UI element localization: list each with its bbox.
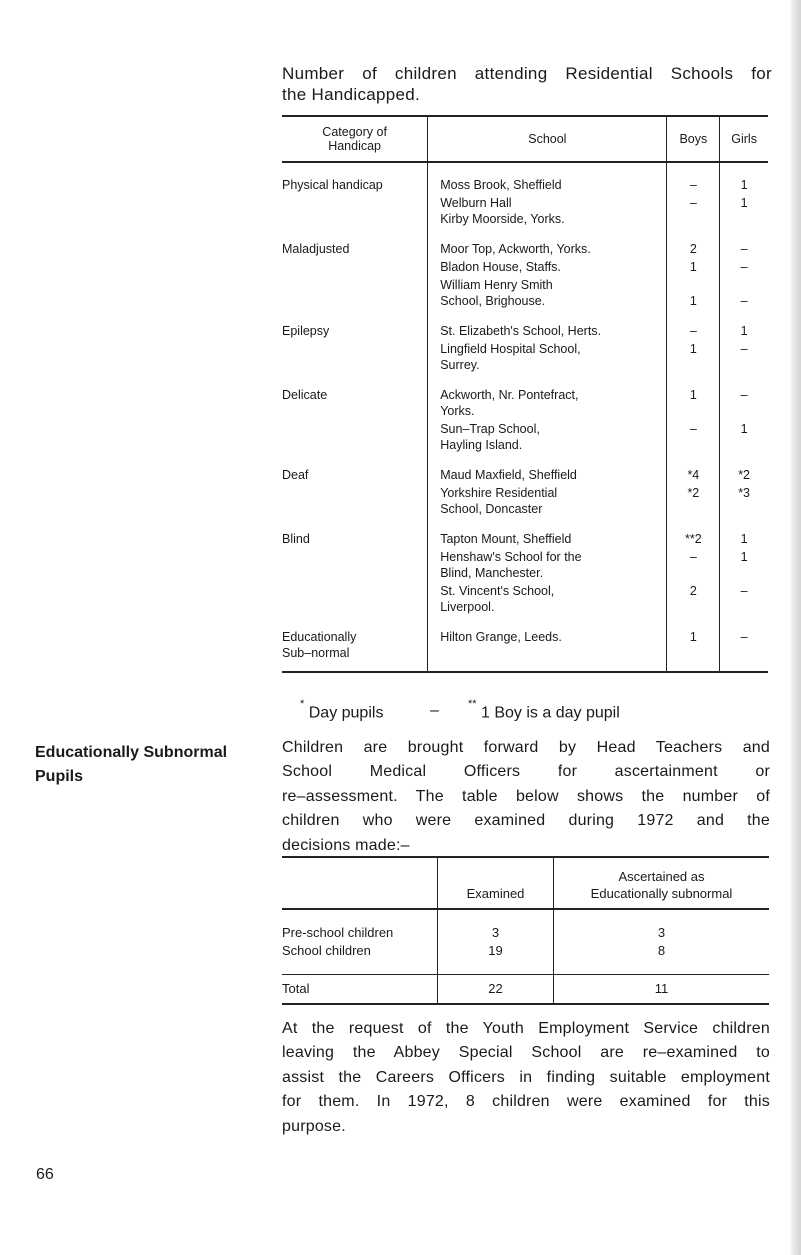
category-cell [282, 419, 428, 453]
category-cell [282, 339, 428, 373]
total-examined: 22 [438, 975, 554, 1005]
examination-table [282, 856, 769, 1005]
category-cell [282, 193, 428, 227]
school-cell: Maud Maxfield, Sheffield [428, 453, 667, 483]
boys-cell: – [667, 547, 720, 581]
paragraph-ascertainment: Children are brought forward by Head Teachers and School Medical Officers for ascertainment or re–assessment. The table below shows the number of children who were examined during 1972 and the decisions made:– [282, 739, 770, 854]
girls-cell: 1 [720, 517, 768, 547]
school-cell: Hilton Grange, Leeds. [428, 615, 667, 672]
total-row [282, 975, 769, 1005]
row-label: School children [282, 943, 371, 958]
header-school: School [428, 116, 667, 162]
boys-cell: 1 [667, 373, 720, 419]
table-row [282, 275, 768, 309]
category-cell: Delicate [282, 388, 328, 402]
school-cell: Moss Brook, Sheffield [428, 162, 667, 193]
examined-cell: 3 [438, 909, 554, 942]
footnote-mark-double: ** [468, 698, 477, 710]
table-row [282, 547, 768, 581]
boys-cell: 1 [667, 339, 720, 373]
boys-cell: 1 [667, 257, 720, 275]
footnote-day-pupils: Day pupils [308, 704, 384, 722]
girls-cell: – [720, 275, 768, 309]
header-category: Category of Handicap [282, 116, 428, 162]
ascertained-cell: 8 [554, 942, 770, 975]
boys-cell: – [667, 419, 720, 453]
table-row [282, 162, 768, 193]
header-boys: Boys [667, 116, 720, 162]
school-cell: Sun–Trap School, Hayling Island. [428, 419, 667, 453]
girls-cell: 1 [720, 419, 768, 453]
category-cell: Blind [282, 532, 310, 546]
category-cell [282, 483, 428, 517]
girls-cell: – [720, 257, 768, 275]
boys-cell: *4 [667, 453, 720, 483]
total-label: Total [282, 975, 438, 1005]
school-cell: Ackworth, Nr. Pontefract, Yorks. [428, 373, 667, 419]
table-row [282, 615, 768, 672]
side-heading: Educationally Subnormal Pupils [35, 744, 228, 785]
total-ascertained: 11 [554, 975, 770, 1005]
table-row [282, 581, 768, 615]
school-cell: Bladon House, Staffs. [428, 257, 667, 275]
residential-schools-table [282, 115, 768, 673]
category-cell [282, 581, 428, 615]
category-cell [282, 257, 428, 275]
table-header-row [282, 857, 769, 909]
page-number: 66 [36, 1166, 54, 1183]
school-cell: Welburn Hall Kirby Moorside, Yorks. [428, 193, 667, 227]
table-row [282, 193, 768, 227]
boys-cell: 2 [667, 581, 720, 615]
girls-cell: 1 [720, 309, 768, 339]
girls-cell: – [720, 373, 768, 419]
table-row [282, 517, 768, 547]
girls-cell: 1 [720, 193, 768, 227]
school-cell: St. Vincent's School, Liverpool. [428, 581, 667, 615]
boys-cell: 1 [667, 615, 720, 672]
table-row [282, 483, 768, 517]
paragraph-youth-employment: At the request of the Youth Employment Service children leaving the Abbey Special School are re–examined to assist the Careers Officers in finding suitable employment for them. In 1972, 8 children were examined for this purpose. [282, 1020, 770, 1135]
category-cell: Epilepsy [282, 324, 330, 338]
table-row [282, 453, 768, 483]
girls-cell: – [720, 227, 768, 257]
table-row [282, 257, 768, 275]
table-row [282, 227, 768, 257]
page-edge-shadow [789, 0, 801, 1255]
girls-cell: – [720, 615, 768, 672]
row-label: Pre-school children [282, 925, 394, 940]
ascertained-cell: 3 [554, 909, 770, 942]
examined-cell: 19 [438, 942, 554, 975]
girls-cell: *2 [720, 453, 768, 483]
boys-cell: – [667, 309, 720, 339]
category-cell: Maladjusted [282, 242, 350, 256]
footnote-mark-single: * [300, 698, 305, 710]
table-row [282, 309, 768, 339]
table-row [282, 942, 769, 975]
table-row [282, 373, 768, 419]
category-cell: Deaf [282, 468, 309, 482]
footnote-dash: – [430, 702, 439, 719]
girls-cell: 1 [720, 162, 768, 193]
heading-line-1: Number of children attending Residential Schools for [282, 64, 772, 83]
category-cell: Educationally Sub–normal [282, 615, 428, 672]
boys-cell: *2 [667, 483, 720, 517]
table-row [282, 339, 768, 373]
boys-cell: **2 [667, 517, 720, 547]
page-heading [282, 63, 772, 105]
category-cell: Physical handicap [282, 178, 383, 192]
girls-cell: *3 [720, 483, 768, 517]
table-row [282, 909, 769, 942]
category-cell [282, 275, 428, 309]
school-cell: Yorkshire Residential School, Doncaster [428, 483, 667, 517]
header-examined: Examined [438, 857, 554, 909]
school-cell: Moor Top, Ackworth, Yorks. [428, 227, 667, 257]
header-empty [282, 857, 438, 909]
category-cell [282, 547, 428, 581]
table-header-row [282, 116, 768, 162]
girls-cell: 1 [720, 547, 768, 581]
girls-cell: – [720, 581, 768, 615]
school-cell: Tapton Mount, Sheffield [428, 517, 667, 547]
school-cell: Lingfield Hospital School, Surrey. [428, 339, 667, 373]
boys-cell: 2 [667, 227, 720, 257]
footnote-boy-day-pupil: 1 Boy is a day pupil [481, 704, 620, 722]
school-cell: Henshaw's School for the Blind, Manchester. [428, 547, 667, 581]
header-ascertained: Ascertained as Educationally subnormal [554, 857, 770, 909]
school-cell: William Henry Smith School, Brighouse. [428, 275, 667, 309]
heading-line-2: the Handicapped. [282, 85, 421, 104]
school-cell: St. Elizabeth's School, Herts. [428, 309, 667, 339]
header-girls: Girls [720, 116, 768, 162]
table-row [282, 419, 768, 453]
girls-cell: – [720, 339, 768, 373]
boys-cell: – [667, 162, 720, 193]
boys-cell: 1 [667, 275, 720, 309]
boys-cell: – [667, 193, 720, 227]
